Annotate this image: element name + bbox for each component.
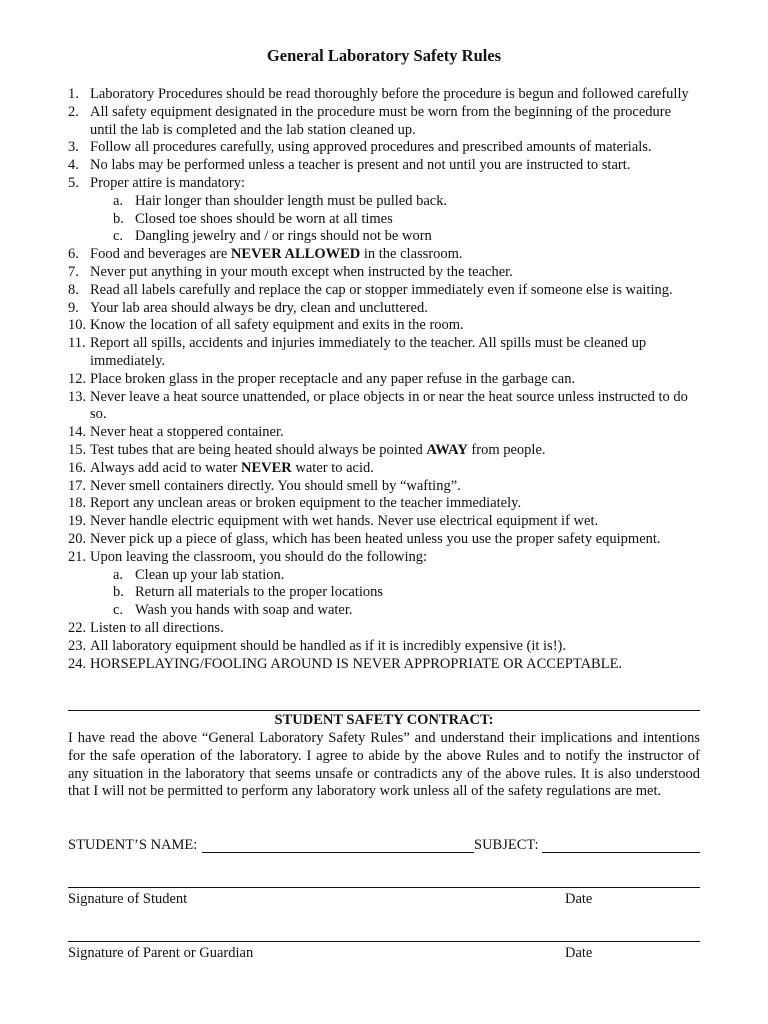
student-name-field[interactable] [202,837,474,853]
rule-item [68,478,700,496]
rule-text: Know the location of all safety equipment and exits in the room. [90,317,464,334]
rule-text: Never put anything in your mouth except when instructed by the teacher. [90,263,513,280]
rule-text: Report all spills, accidents and injuries immediately to the teacher. All spills must be cleaned up immediately. [90,335,647,369]
rule-item [68,246,700,264]
rule-text: Laboratory Procedures should be read thoroughly before the procedure is begun and followed carefully [90,86,689,102]
rule-item [68,157,700,175]
student-name-label: STUDENT’S NAME: [68,837,198,853]
rule-item [68,495,700,513]
rule-subitem [68,211,700,229]
page-title: General Laboratory Safety Rules [266,46,502,65]
rule-text: Never handle electric equipment with wet hands. Never use electrical equipment if wet. [90,513,599,530]
rule-number: 8. [68,281,79,298]
rule-text: Always add acid to water [90,459,241,476]
subject-field[interactable] [542,837,700,853]
rule-text: Never pick up a piece of glass, which has been heated unless you use the proper safety equipment. [90,530,661,547]
subitem-text: Hair longer than shoulder length must be pulled back. [135,192,448,209]
rule-emphasis: NEVER [241,459,292,476]
subitem-text: Dangling jewelry and / or rings should not be worn [135,228,432,245]
rule-number: 11. [68,335,86,352]
rule-subitem [68,193,700,211]
rule-number: 7. [68,263,79,280]
rule-text: Upon leaving the classroom, you should do the following: [90,548,428,565]
rule-item [68,86,700,104]
contract-body: I have read the above “General Laboratory Safety Rules” and understand their implications and intentions for the safe operation of the laboratory. I agree to abide by the above Rules and to notify the instructor of any situation in the laboratory that seems unsafe or contradicts any of the above rules. It is also understood that I will not be permitted to perform any laboratory work unless all of the safety regulations are met. [68,730,700,800]
subitem-text: Clean up your lab station. [135,566,285,583]
student-signature-label: Signature of Student [68,891,188,907]
rule-item [68,424,700,442]
rule-text: Never smell containers directly. You should smell by “wafting”. [90,477,461,494]
rule-item [68,139,700,157]
rule-text: Your lab area should always be dry, clean and uncluttered. [90,299,428,316]
parent-date-label: Date [565,945,593,961]
parent-signature-line[interactable] [68,941,700,942]
rule-text: Place broken glass in the proper receptacle and any paper refuse in the garbage can. [90,370,576,387]
rule-number: 1. [68,86,79,102]
rule-text: No labs may be performed unless a teacher is present and not until you are instructed to start. [90,157,631,174]
rule-number: 13. [68,388,87,405]
rule-text: Test tubes that are being heated should always be pointed [90,441,427,458]
rule-subitem [68,228,700,246]
rule-item [68,531,700,549]
student-signature-line[interactable] [68,887,700,888]
rule-emphasis: NEVER ALLOWED [230,246,361,263]
rule-number: 6. [68,246,79,263]
rule-number: 18. [68,495,87,512]
rule-subitem [68,602,700,620]
rule-text: Never leave a heat source unattended, or place objects in or near the heat source unless instructed to do so. [90,388,688,423]
rule-text: All laboratory equipment should be handled as if it is incredibly expensive (it is!). [90,637,566,654]
rule-text: Follow all procedures carefully, using approved procedures and prescribed amounts of materials. [90,139,652,156]
rule-number: 22. [68,619,87,636]
rule-text: in the classroom. [360,246,463,263]
rule-item [68,282,700,300]
rule-item [68,335,700,371]
rule-number: 12. [68,370,87,387]
rule-number: 20. [68,530,87,547]
subitem-letter: a. [113,192,124,209]
rule-item [68,656,700,674]
rule-subitem [68,584,700,602]
rule-item [68,460,700,478]
rule-number: 15. [68,441,87,458]
rule-subitem [68,567,700,585]
rule-number: 5. [68,174,79,191]
rule-text: water to acid. [291,459,374,476]
rule-number: 10. [68,317,87,334]
subitem-letter: c. [113,228,124,245]
rule-number: 16. [68,459,87,476]
rule-number: 2. [68,103,79,120]
rule-text: Listen to all directions. [90,619,224,636]
rules-list [68,86,700,673]
subitem-letter: c. [113,602,124,619]
rule-emphasis: AWAY [426,441,468,458]
rule-item [68,104,700,140]
rule-item [68,175,700,193]
rule-text: All safety equipment designated in the procedure must be worn from the beginning of the procedure until the lab is completed and the lab station cleaned up. [90,103,672,138]
rule-text: from people. [467,441,546,458]
rule-number: 4. [68,157,79,174]
parent-signature-label: Signature of Parent or Guardian [68,945,254,961]
rule-item [68,513,700,531]
rule-item [68,317,700,335]
subitem-text: Closed toe shoes should be worn at all times [135,210,393,227]
subitem-letter: b. [113,210,124,227]
divider [68,710,700,711]
subitem-letter: b. [113,584,124,601]
rule-item [68,620,700,638]
rule-text: Never heat a stoppered container. [90,424,284,441]
subitem-letter: a. [113,566,124,583]
rule-text: HORSEPLAYING/FOOLING AROUND IS NEVER APPROPRIATE OR ACCEPTABLE. [90,655,623,672]
subject-label: SUBJECT: [474,837,539,853]
rule-item [68,300,700,318]
subitem-text: Return all materials to the proper locations [135,584,384,601]
rule-text: Read all labels carefully and replace the cap or stopper immediately even if someone else is waiting. [90,281,673,298]
rule-text: Proper attire is mandatory: [90,174,246,191]
rule-text: Report any unclean areas or broken equipment to the teacher immediately. [90,495,522,512]
rule-number: 17. [68,477,87,494]
rule-number: 14. [68,424,87,441]
rule-item [68,389,700,425]
rule-number: 9. [68,299,79,316]
rule-number: 19. [68,513,87,530]
rule-item [68,371,700,389]
rule-number: 21. [68,548,87,565]
rule-item [68,264,700,282]
student-date-label: Date [565,891,593,907]
rule-item [68,442,700,460]
subitem-text: Wash you hands with soap and water. [135,602,353,619]
contract-title: STUDENT SAFETY CONTRACT: [274,712,494,728]
rule-number: 24. [68,655,87,672]
rule-number: 23. [68,637,87,654]
rule-item [68,549,700,567]
rule-item [68,638,700,656]
rule-number: 3. [68,139,79,156]
rule-text: Food and beverages are [90,246,231,263]
